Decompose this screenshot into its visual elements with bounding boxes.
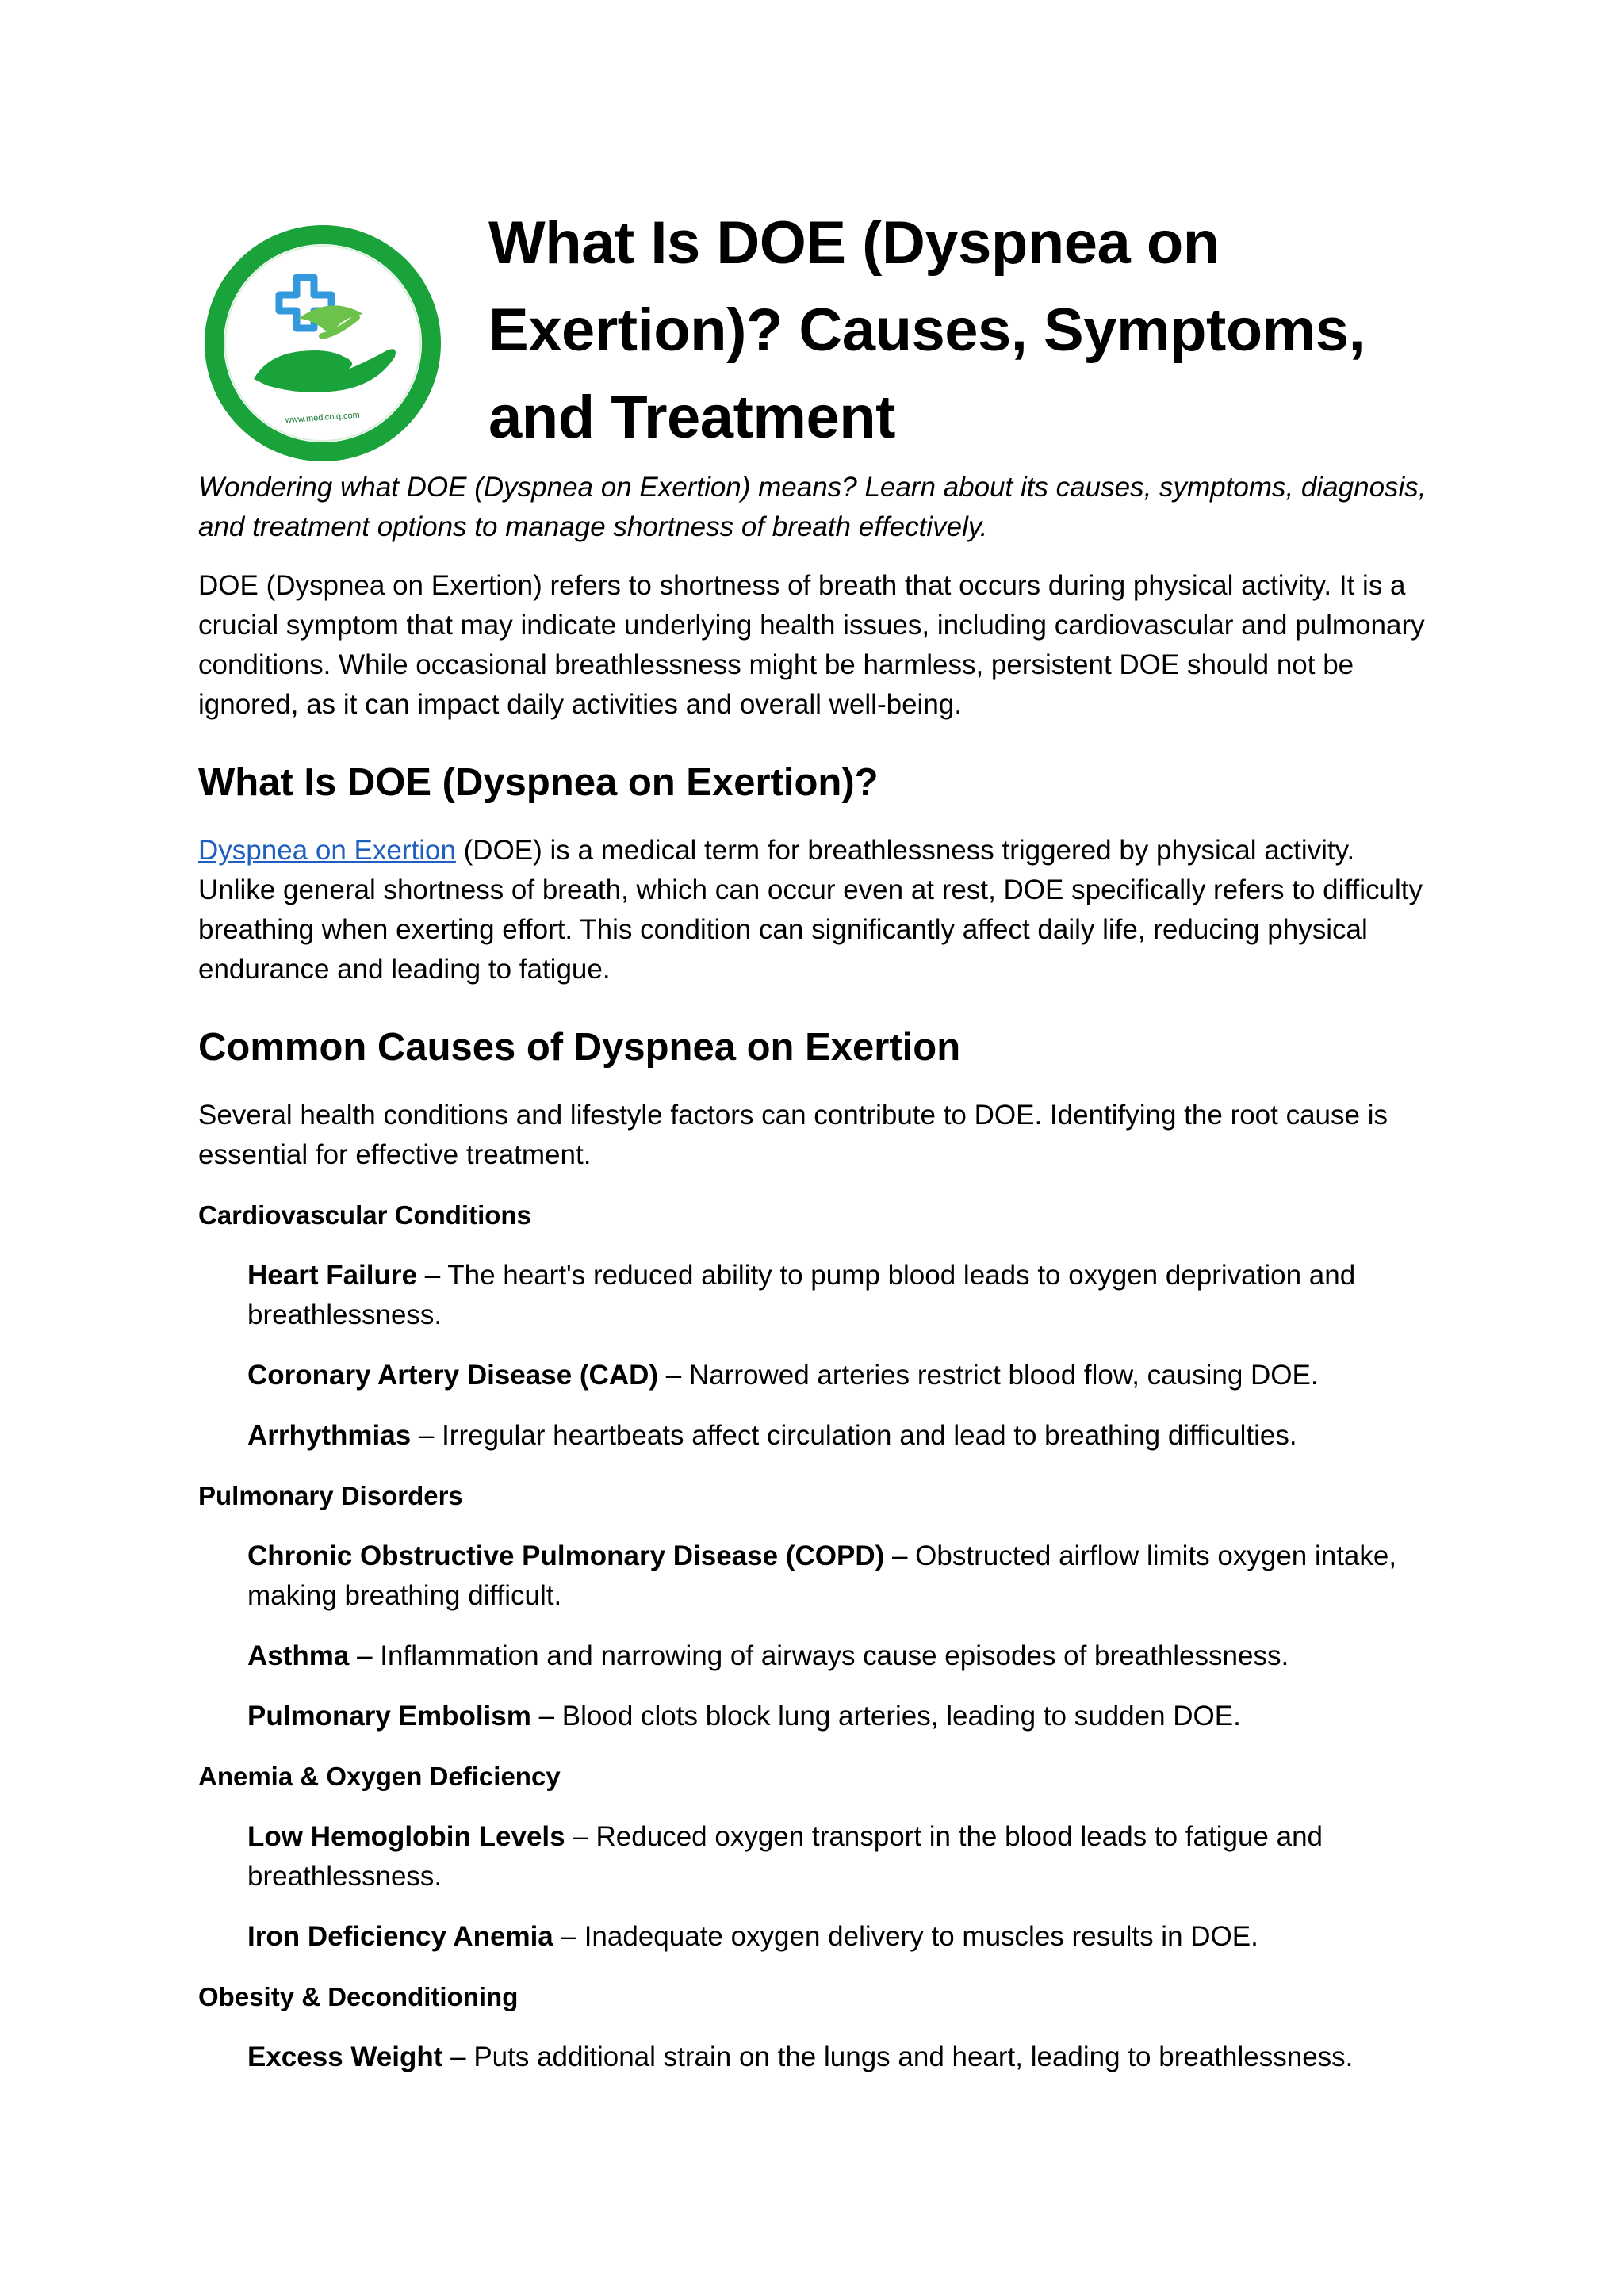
cause-description: – Irregular heartbeats affect circulation and lead to breathing difficulties. <box>411 1420 1297 1451</box>
cause-term: Asthma <box>247 1640 350 1671</box>
cause-term: Excess Weight <box>247 2042 443 2072</box>
dyspnea-on-exertion-link[interactable]: Dyspnea on Exertion <box>198 835 456 866</box>
logo-url: www.medicoiq.com <box>285 410 361 426</box>
cause-description: – Obstructed airflow limits oxygen intake, making breathing difficult. <box>247 1540 1397 1611</box>
cause-term: Chronic Obstructive Pulmonary Disease (COPD) <box>247 1540 885 1571</box>
document-page <box>198 182 1435 2077</box>
cause-term: Low Hemoglobin Levels <box>247 1821 565 1852</box>
group-heading-pulmonary: Pulmonary Disorders <box>198 1481 463 1510</box>
section-heading-what-is-doe: What Is DOE (Dyspnea on Exertion)? <box>198 761 879 804</box>
cause-item <box>247 1256 1435 1335</box>
cause-item <box>247 1536 1435 1616</box>
cause-term: Pulmonary Embolism <box>247 1701 531 1732</box>
group-heading-anemia: Anemia & Oxygen Deficiency <box>198 1762 561 1791</box>
cause-term: Arrhythmias <box>247 1420 412 1451</box>
medical-care-hand-icon <box>203 224 442 463</box>
intro-summary: Wondering what DOE (Dyspnea on Exertion) means? Learn about its causes, symptoms, diagnosis, and treatment options to manage shortness of breath effectively. <box>198 472 1427 542</box>
definition-text: (DOE) is a medical term for breathlessness triggered by physical activity. Unlike general shortness of breath, which can occur even at rest, DOE specifically refers to difficulty breathing when exerting effort. This condition can significantly affect daily life, reducing physical endurance and leading to fatigue. <box>198 835 1423 985</box>
cause-item <box>247 1416 1435 1456</box>
cause-description: – Blood clots block lung arteries, leading to sudden DOE. <box>530 1701 1241 1732</box>
cause-term: Coronary Artery Disease (CAD) <box>247 1360 659 1391</box>
page-title: What Is DOE (Dyspnea on Exertion)? Causes, Symptoms, and Treatment <box>488 209 1365 451</box>
group-heading-cardiovascular: Cardiovascular Conditions <box>198 1200 531 1230</box>
cause-description: – Narrowed arteries restrict blood flow, causing DOE. <box>658 1360 1319 1391</box>
cause-description: – Inadequate oxygen delivery to muscles results in DOE. <box>553 1921 1258 1952</box>
document-header <box>198 182 1435 468</box>
overview-paragraph: DOE (Dyspnea on Exertion) refers to shortness of breath that occurs during physical activity. It is a crucial symptom that may indicate underlying health issues, including cardiovascular and pulmonary conditions. While occasional breathlessness might be harmless, persistent DOE should not be ignored, as it can impact daily activities and overall well-being. <box>198 570 1425 720</box>
cause-description: – The heart's reduced ability to pump blood leads to oxygen deprivation and breathlessness. <box>247 1260 1356 1330</box>
cause-description: – Puts additional strain on the lungs and heart, leading to breathlessness. <box>442 2042 1354 2072</box>
cause-item <box>247 1917 1435 1957</box>
cause-term: Heart Failure <box>247 1260 417 1291</box>
group-heading-obesity: Obesity & Deconditioning <box>198 1982 519 2011</box>
cause-description: – Inflammation and narrowing of airways cause episodes of breathlessness. <box>349 1640 1289 1671</box>
cause-item <box>247 1356 1435 1395</box>
cause-term: Iron Deficiency Anemia <box>247 1921 553 1952</box>
cause-item <box>247 1817 1435 1896</box>
definition-paragraph <box>198 831 1435 989</box>
cause-item <box>247 1697 1435 1736</box>
cause-description: – Reduced oxygen transport in the blood leads to fatigue and breathlessness. <box>247 1821 1323 1892</box>
cause-item <box>247 1636 1435 1676</box>
causes-intro-paragraph: Several health conditions and lifestyle factors can contribute to DOE. Identifying the root cause is essential for effective treatment. <box>198 1100 1388 1170</box>
cause-item <box>247 2038 1435 2077</box>
section-heading-common-causes: Common Causes of Dyspnea on Exertion <box>198 1026 961 1069</box>
